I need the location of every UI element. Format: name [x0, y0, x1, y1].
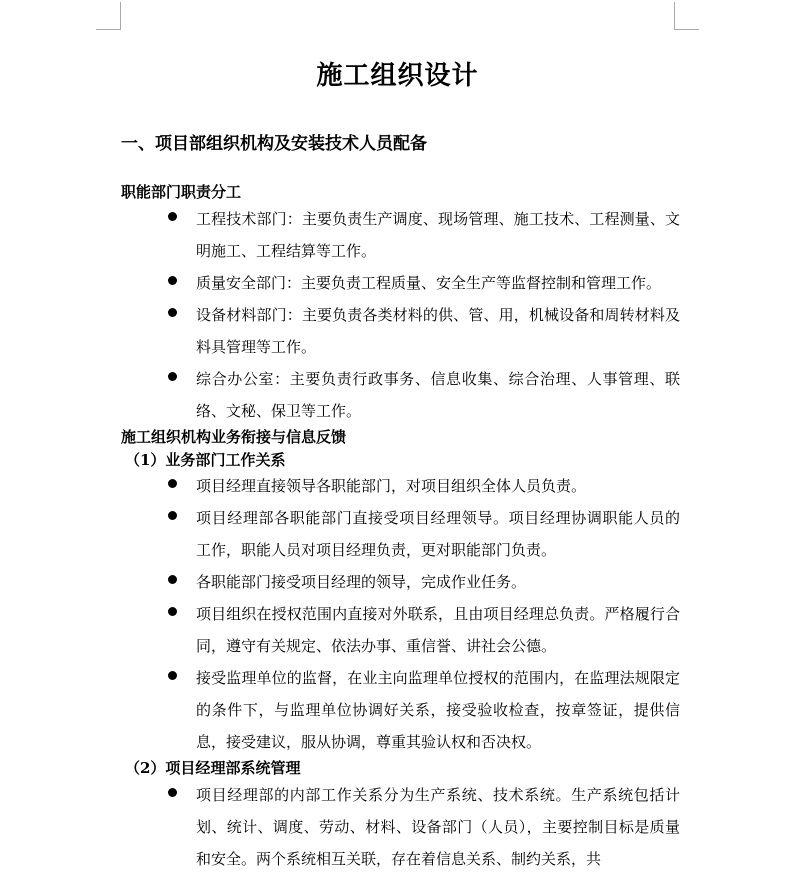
list-item-text: 项目经理部各职能部门直接受项目经理领导。项目经理协调职能人员的 工作，职能人员对项目经理负责，更对职能部门负责。 [196, 509, 680, 559]
list-item-text: 综合办公室：主要负责行政事务、信息收集、综合治理、人事管理、联络、文秘、保卫等工作。 [196, 370, 680, 420]
bullet-icon [168, 511, 177, 520]
document-title: 施工组织设计 [316, 61, 479, 91]
section-heading: 一、项目部组织机构及安装技术人员配备 [121, 134, 427, 154]
list-item [168, 267, 680, 299]
crop-mark-right [674, 29, 699, 30]
list-item-text: 各职能部门接受项目经理的领导，完成作业任务。 [196, 573, 527, 591]
bullet-icon [168, 671, 177, 680]
bullet-icon [168, 479, 177, 488]
bullet-icon [168, 276, 177, 285]
list-item [168, 502, 680, 566]
bullet-icon [168, 607, 177, 616]
list-item-text: 工程技术部门：主要负责生产调度、现场管理、施工技术、工程测量、文明施工、工程结算等工作。 [196, 210, 680, 260]
part-heading: （1）业务部门工作关系 [125, 451, 286, 469]
bullet-icon [168, 212, 177, 221]
list-item [168, 779, 680, 875]
crop-mark-right [674, 2, 675, 30]
part-heading: （2）项目经理部系统管理 [125, 759, 301, 777]
list-item-text: 项目组织在授权范围内直接对外联系，且由项目经理总负责。严格履行合同，遵守有关规定、依法办事、重信誉、讲社会公德。 [196, 605, 680, 655]
list-item-text: 项目经理部的内部工作关系分为生产系统、技术系统。生产系统包括计划、统计、调度、劳动、材料、设备部门（人员），主要控制目标是质量和安全。两个系统相互关联，存在着信息关系、制约关系，共 [196, 786, 680, 868]
list-item-text: 接受监理单位的监督，在业主向监理单位授权的范围内，在监理法规限定的条件下，与监理单位协调好关系，接受验收检查，按章签证，提供信息，接受建议，服从协调，尊重其验认权和否决权。 [196, 669, 680, 751]
subsection-heading: 施工组织机构业务衔接与信息反馈 [121, 428, 347, 446]
list-item [168, 598, 680, 662]
bullet-icon [168, 308, 177, 317]
subsection-heading: 职能部门职责分工 [121, 183, 242, 201]
list-item [168, 299, 680, 363]
crop-mark-left [120, 2, 121, 30]
list-item-text: 设备材料部门：主要负责各类材料的供、管、用，机械设备和周转材料及料具管理等工作。 [196, 306, 680, 356]
bullet-icon [168, 575, 177, 584]
bullet-icon [168, 788, 177, 797]
list-item [168, 566, 680, 598]
bullet-icon [168, 372, 177, 381]
list-item [168, 203, 680, 267]
list-item [168, 470, 680, 502]
list-item [168, 363, 680, 427]
list-item-text: 项目经理直接领导各职能部门，对项目组织全体人员负责。 [196, 477, 587, 495]
crop-mark-left [96, 29, 121, 30]
list-item [168, 662, 680, 758]
list-item-text: 质量安全部门：主要负责工程质量、安全生产等监督控制和管理工作。 [196, 274, 662, 292]
